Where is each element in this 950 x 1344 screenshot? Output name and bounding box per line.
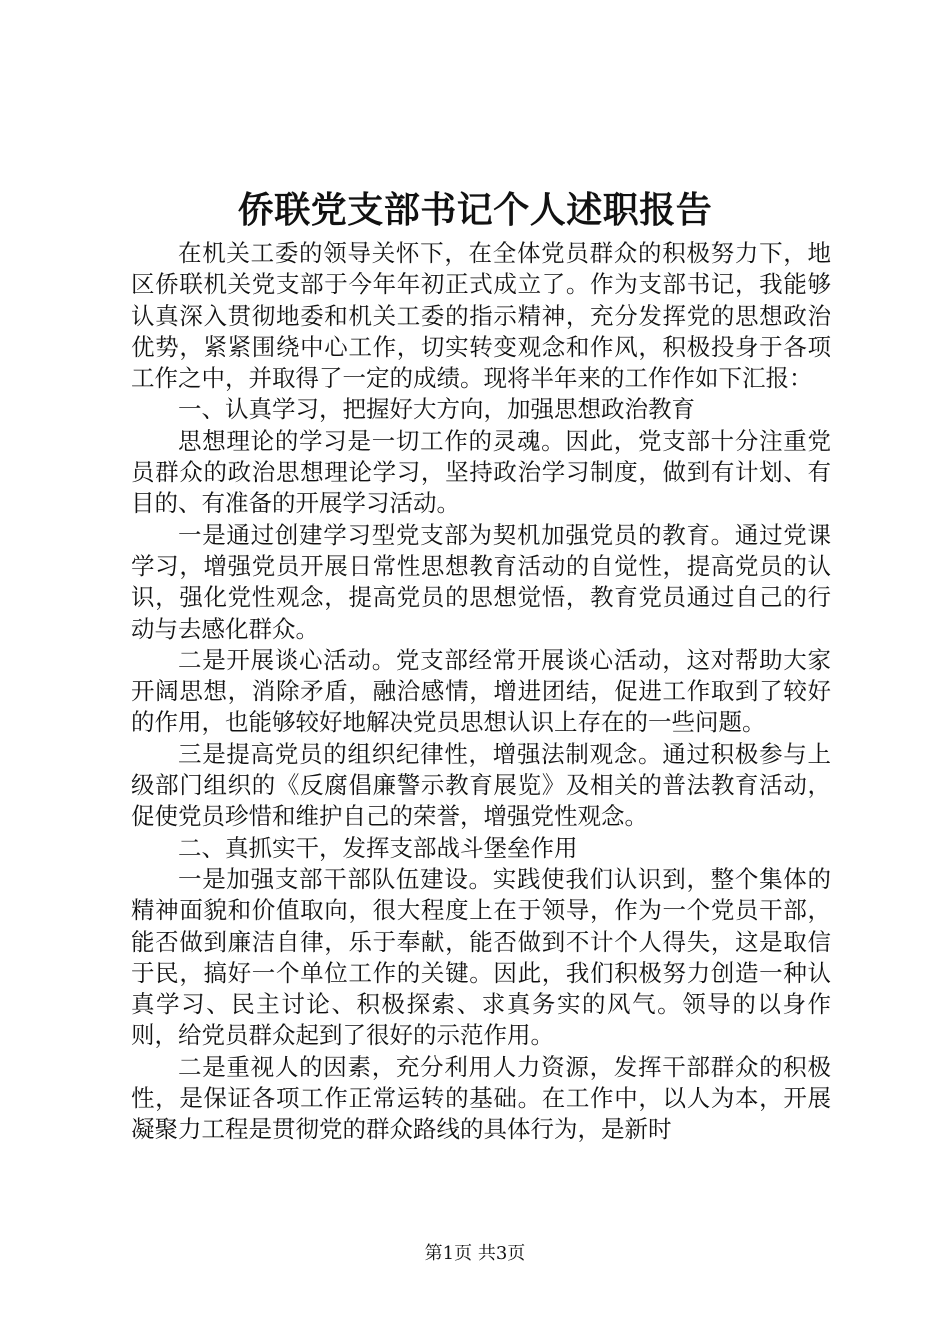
document-title: 侨联党支部书记个人述职报告 [237,189,713,231]
paragraph: 二是开展谈心活动。党支部经常开展谈心活动，这对帮助大家开阔思想，消除矛盾，融洽感情，增进团结，促进工作取到了较好的作用，也能够较好地解决党员思想认识上存在的一些问题。 [131,645,831,737]
paragraph: 一是加强支部干部队伍建设。实践使我们认识到，整个集体的精神面貌和价值取向，很大程度上在于领导，作为一个党员干部，能否做到廉洁自律，乐于奉献，能否做到不计个人得失，这是取信于民，搞好一个单位工作的关键。因此，我们积极努力创造一种认真学习、民主讨论、积极探索、求真务实的风气。领导的以身作则，给党员群众起到了很好的示范作用。 [131,864,831,1050]
document-body [131,238,831,1146]
paragraph-intro: 在机关工委的领导关怀下，在全体党员群众的积极努力下，地区侨联机关党支部于今年年初正式成立了。作为支部书记，我能够认真深入贯彻地委和机关工委的指示精神，充分发挥党的思想政治优势，紧紧围绕中心工作，切实转变观念和作风，积极投身于各项工作之中，并取得了一定的成绩。现将半年来的工作作如下汇报： [131,239,831,393]
page-number-footer: 第1页 共3页 [424,1243,526,1264]
section-heading-1: 一、认真学习，把握好大方向，加强思想政治教育 [178,395,695,424]
section-heading-2: 二、真抓实干，发挥支部战斗堡垒作用 [178,833,578,862]
paragraph: 三是提高党员的组织纪律性，增强法制观念。通过积极参与上级部门组织的《反腐倡廉警示教育展览》及相关的普法教育活动，促使党员珍惜和维护自己的荣誉，增强党性观念。 [131,739,831,831]
paragraph: 思想理论的学习是一切工作的灵魂。因此，党支部十分注重党员群众的政治思想理论学习，坚持政治学习制度，做到有计划、有目的、有准备的开展学习活动。 [131,426,831,518]
paragraph: 一是通过创建学习型党支部为契机加强党员的教育。通过党课学习，增强党员开展日常性思想教育活动的自觉性，提高党员的认识，强化党性观念，提高党员的思想觉悟，教育党员通过自己的行动与去感化群众。 [131,520,831,643]
paragraph: 二是重视人的因素，充分利用人力资源，发挥干部群众的积极性，是保证各项工作正常运转的基础。在工作中，以人为本，开展凝聚力工程是贯彻党的群众路线的具体行为，是新时 [131,1052,831,1144]
